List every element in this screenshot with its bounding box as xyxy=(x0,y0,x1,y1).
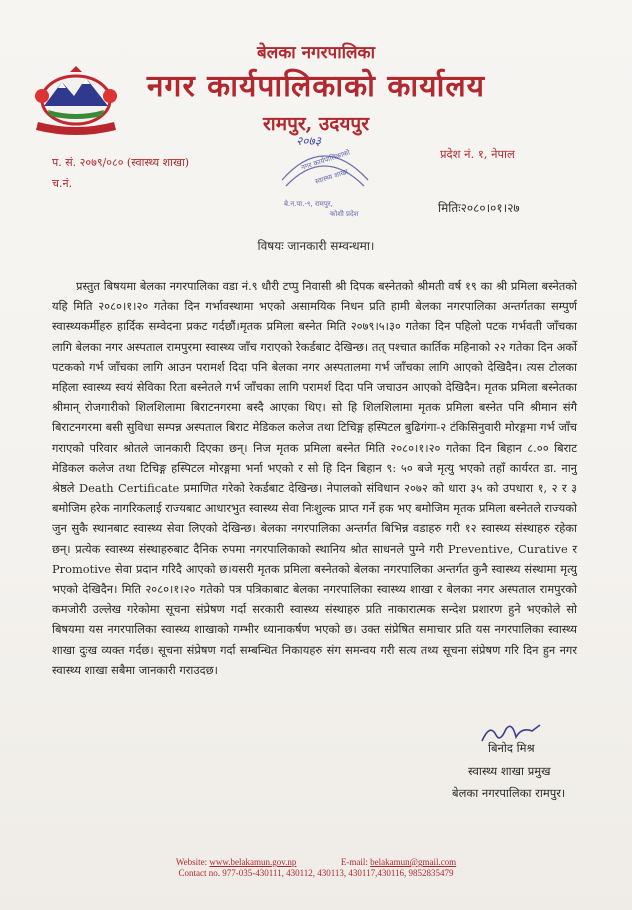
province-label: प्रदेश नं. १, नेपाल xyxy=(440,147,515,161)
signatory-name: बिनोद मिश्र xyxy=(488,741,535,755)
body-paragraph: प्रस्तुत बिषयमा बेलका नगरपालिका वडा नं.९ धौरी टप्पु निवासी श्री दिपक बस्नेतको श्रीमती वर्ष १९ का श्री प्रमिला बस्नेतको यहि मिति २०८०।१।२० गतेका दिन गर्भावस्थामा भएको असामयिक निधन प्रति हामी बेलका नगरपालिका अन्तर्गतका सम्पुर्ण स्वास्थ्यकर्मीहरु हार्दिक सम्वेदना प्रकट गर्दछौं।मृतक प्रमिला बस्नेत मिति २०७९।५।३० गतेका दिन पहिलो पटक गर्भवती जाँचका लागि बेलका नगर अस्पताल रामपुरमा स्वास्थ्य जाँच गराएको रेकर्डबाट देखिन्छ। तत् पश्चात कार्तिक महिनाको २२ गतेका दिन अर्को पटकको गर्भ जाँचका लागि आउन परामर्श दिदा पनि बेलका नगर अस्पतालमा गर्भ जाँचका लागि आएको देखिदैन। त्यस टोलका महिला स्वास्थ्य स्वयं सेविका रिता बस्नेतले गर्भ जाँचका लागि परामर्श दिदा पनि जचाउन आएको देखिदैन। मृतक प्रमिला बस्नेतका श्रीमान् रोजगारीको शिलशिलामा बिराटनगरमा बस्दै आएका थिए। सो हि शिलशिलामा मृतक प्रमिला बस्नेत पनि श्रीमान संगै बिराटनगरमा बसी सुविधा सम्पन्न अस्पताल बिराट मेडिकल कलेज तथा टिचिङ्ग हस्पिटल बुढिगंगा-२ टंकिसिनुवारी मोरङ्गमा गर्भ जाँच गराएको परिवार श्रोतले जानकारी दिएका छन्। निज मृतक प्रमिला बस्नेत मिति २०८०।१।२० गतेका दिन बिहान ८.०० बिराट मेडिकल कलेज तथा टिचिङ्ग हस्पिटल मोरङ्गमा भर्ना भएको र सो हि दिन बिहान ९: ५० बजे मृत्यु भएको तहाँ कार्यरत डा. नानु श्रेष्ठले Death Certificate प्रमाणित गरेको रेकर्डबाट देखिन्छ। नेपालको संविधान २०७२ को धारा ३५ को उपधारा १, २ र ३ बमोजिम हरेक नागरिकलाई राज्यबाट आधारभुत स्वास्थ्य सेवा निःशुल्क प्राप्त गर्ने हक भए बमोजिम मृतक प्रमिला बस्नेतले राज्यको जुन सुकै स्थानबाट स्वास्थ्य सेवा लिएको देखिन्छ। बेलका नगरपालिका अन्तर्गत बिभिन्न वडाहरु गरी १२ स्वास्थ्य संस्थाहरु रहेका छन्। प्रत्येक स्वास्थ्य संस्थाहरुबाट दैनिक रुपमा नगरपालिकाको स्थानिय श्रोत साधनले पुग्ने गरी Preventive, Curative र Promotive सेवा प्रदान गरिदै आएको छ।यसरी मृतक प्रमिला बस्नेतको बेलका नगरपालिका अन्तर्गत कुनै स्वास्थ्य संस्थामा मृत्यु भएको देखिदैन। मिति २०८०।१।२० गतेको पत्र पत्रिकाबाट बेलका नगरपालिका स्वास्थ्य शाखा र बेलका नगर अस्पताल रामपुरको कमजोरी उल्लेख गरेकोमा सूचना संप्रेषण गर्दा सरकारी स्वास्थ्य संस्थाहरु प्रति नाकारात्मक सन्देश प्रशारण हुने भएकोले सो बिषयमा यस नगरपालिका स्वास्थ्य शाखाको गम्भीर ध्यानाकर्षण भएको छ। उक्त संप्रेषित समाचार प्रति यस नगरपालिका स्वास्थ्य शाखा दुःख व्यक्त गर्दछ। सूचना संप्रेषण गर्दा सम्बन्धित निकायहरु संग समन्वय गरी सत्य तथ्य सूचना संप्रेषण गरि दिन हुन नगर स्वास्थ्य शाखा सबैमा जानकारी गराउदछ। xyxy=(52,279,577,677)
municipality-name: बेलका नगरपालिका xyxy=(256,43,376,63)
reference-number: प. सं. २०७९/०८० (स्वास्थ्य शाखा) xyxy=(52,156,190,169)
email-link[interactable]: belakamun@gmail.com xyxy=(370,857,457,867)
signatory-organization: बेलका नगरपालिका रामपुर। xyxy=(452,786,566,800)
website-link[interactable]: www.belakamun.gov.np xyxy=(209,857,297,867)
website-label: Website: xyxy=(175,857,208,867)
svg-text:नगर कार्यपालिकाको: नगर कार्यपालिकाको xyxy=(300,148,352,172)
letter-date: मितिः२०८०।०१।२७ xyxy=(438,201,520,215)
letter-body xyxy=(52,276,577,680)
svg-text:बे.न.पा.-९, रामपुर,: बे.न.पा.-९, रामपुर, xyxy=(284,200,333,208)
svg-text:कोशी प्रदेश: कोशी प्रदेश xyxy=(330,210,359,218)
letter-subject: विषयः जानकारी सम्वन्धमा। xyxy=(257,239,375,253)
office-address: रामपुर, उदयपुर xyxy=(263,113,369,135)
footer-contact: Contact no. 977-035-430111, 430112, 430113, 430117,430116, 9852835479 xyxy=(178,868,454,878)
dispatch-number: च.नं. xyxy=(52,177,73,190)
footer-web-email xyxy=(0,857,632,867)
signatory-title: स्वास्थ्य शाखा प्रमुख xyxy=(468,764,551,778)
official-stamp-icon xyxy=(272,140,376,222)
svg-text:स्वास्थ्य शाखा: स्वास्थ्य शाखा xyxy=(314,167,350,186)
handwritten-year: २०७३ xyxy=(296,134,321,148)
email-label: E-mail: xyxy=(340,857,368,867)
office-title: नगर कार्यपालिकाको कार्यालय xyxy=(146,69,486,104)
